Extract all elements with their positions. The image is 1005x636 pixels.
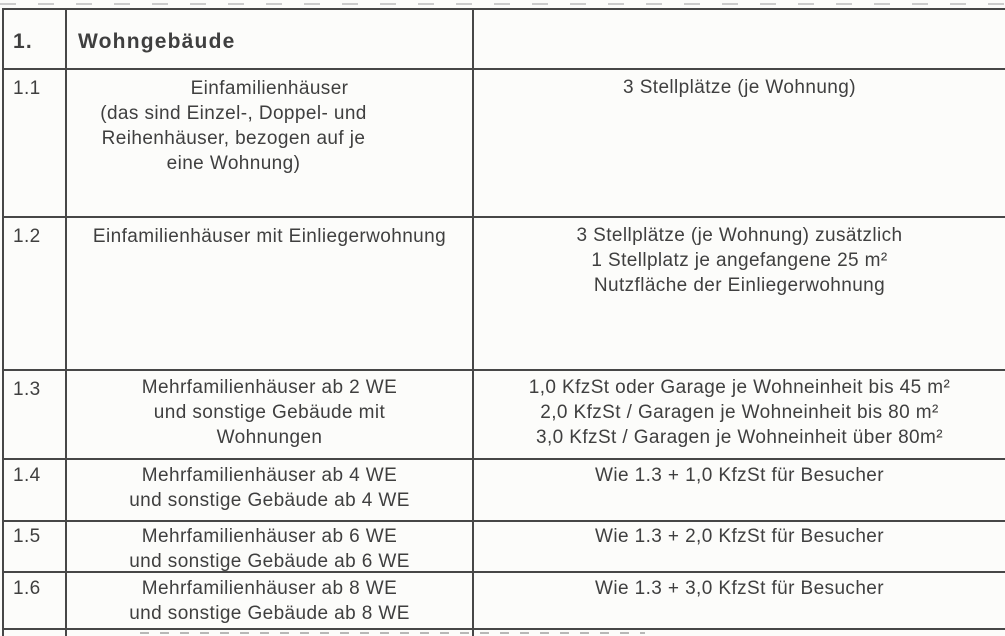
requirement-cell	[474, 573, 1005, 628]
requirement-cell	[474, 371, 1005, 458]
table-row	[4, 70, 1005, 218]
category-line: und sonstige Gebäude mit	[153, 402, 386, 423]
requirement-cell	[474, 70, 1005, 216]
table-row	[4, 522, 1005, 573]
category-line: Mehrfamilienhäuser ab 2 WE	[141, 377, 398, 398]
row-number	[4, 630, 67, 636]
category-cell	[67, 522, 474, 571]
requirement-line: 2,0 KfzSt / Garagen je Wohneinheit bis 80 m²	[540, 402, 939, 423]
requirement-line: 3 Stellplätze (je Wohnung) zusätzlich	[576, 225, 903, 246]
row-number: 1.5	[4, 522, 67, 571]
category-line: und sonstige Gebäude ab 4 WE	[129, 490, 410, 511]
table-row	[4, 460, 1005, 522]
category-line: Mehrfamilienhäuser ab 6 WE	[141, 526, 398, 547]
requirement-line: 1,0 KfzSt oder Garage je Wohneinheit bis 45 m²	[528, 377, 951, 398]
header-section-title: Wohngebäude	[67, 10, 474, 68]
category-line: Einfamilienhäuser mit Einliegerwohnung	[92, 226, 447, 247]
requirement-line: Wie 1.3 + 3,0 KfzSt für Besucher	[595, 578, 884, 599]
parking-requirements-table	[2, 8, 1005, 636]
category-cell	[67, 460, 474, 520]
row-number: 1.1	[4, 70, 67, 216]
category-line: Reihenhäuser, bezogen auf je	[101, 128, 366, 149]
category-cell	[67, 70, 474, 216]
category-line: Einfamilienhäuser	[190, 78, 349, 99]
category-line: (das sind Einzel-, Doppel- und	[100, 103, 367, 124]
table-row	[4, 218, 1005, 371]
requirement-line: Nutzfläche der Einliegerwohnung	[593, 275, 886, 296]
row-number: 1.2	[4, 218, 67, 369]
category-cell	[67, 371, 474, 458]
category-line: Mehrfamilienhäuser ab 4 WE	[141, 465, 398, 486]
category-line: und sonstige Gebäude ab 8 WE	[129, 603, 410, 624]
row-number: 1.4	[4, 460, 67, 520]
table-header-row	[4, 10, 1005, 70]
header-requirement-cell	[474, 10, 1005, 68]
scan-artifact-cutoff-text	[140, 632, 645, 634]
category-cell	[67, 573, 474, 628]
row-number: 1.3	[4, 371, 67, 458]
category-line: Wohnungen	[216, 427, 323, 448]
category-line: und sonstige Gebäude ab 6 WE	[129, 551, 410, 572]
scan-artifact-top	[0, 3, 1005, 5]
table-row	[4, 371, 1005, 460]
table-row	[4, 573, 1005, 630]
requirement-cell	[474, 460, 1005, 520]
requirement-line: 3,0 KfzSt / Garagen je Wohneinheit über 80m²	[536, 427, 943, 448]
requirement-cell	[474, 522, 1005, 571]
requirement-cell	[474, 218, 1005, 369]
requirement-line: Wie 1.3 + 1,0 KfzSt für Besucher	[595, 465, 884, 486]
category-line: Mehrfamilienhäuser ab 8 WE	[141, 578, 398, 599]
category-cell	[67, 218, 474, 369]
requirement-line: Wie 1.3 + 2,0 KfzSt für Besucher	[595, 526, 884, 547]
requirement-line: 3 Stellplätze (je Wohnung)	[623, 77, 856, 98]
row-number: 1.6	[4, 573, 67, 628]
category-line: eine Wohnung)	[166, 153, 301, 174]
requirement-line: 1 Stellplatz je angefangene 25 m²	[591, 250, 888, 271]
header-section-number: 1.	[4, 10, 67, 68]
